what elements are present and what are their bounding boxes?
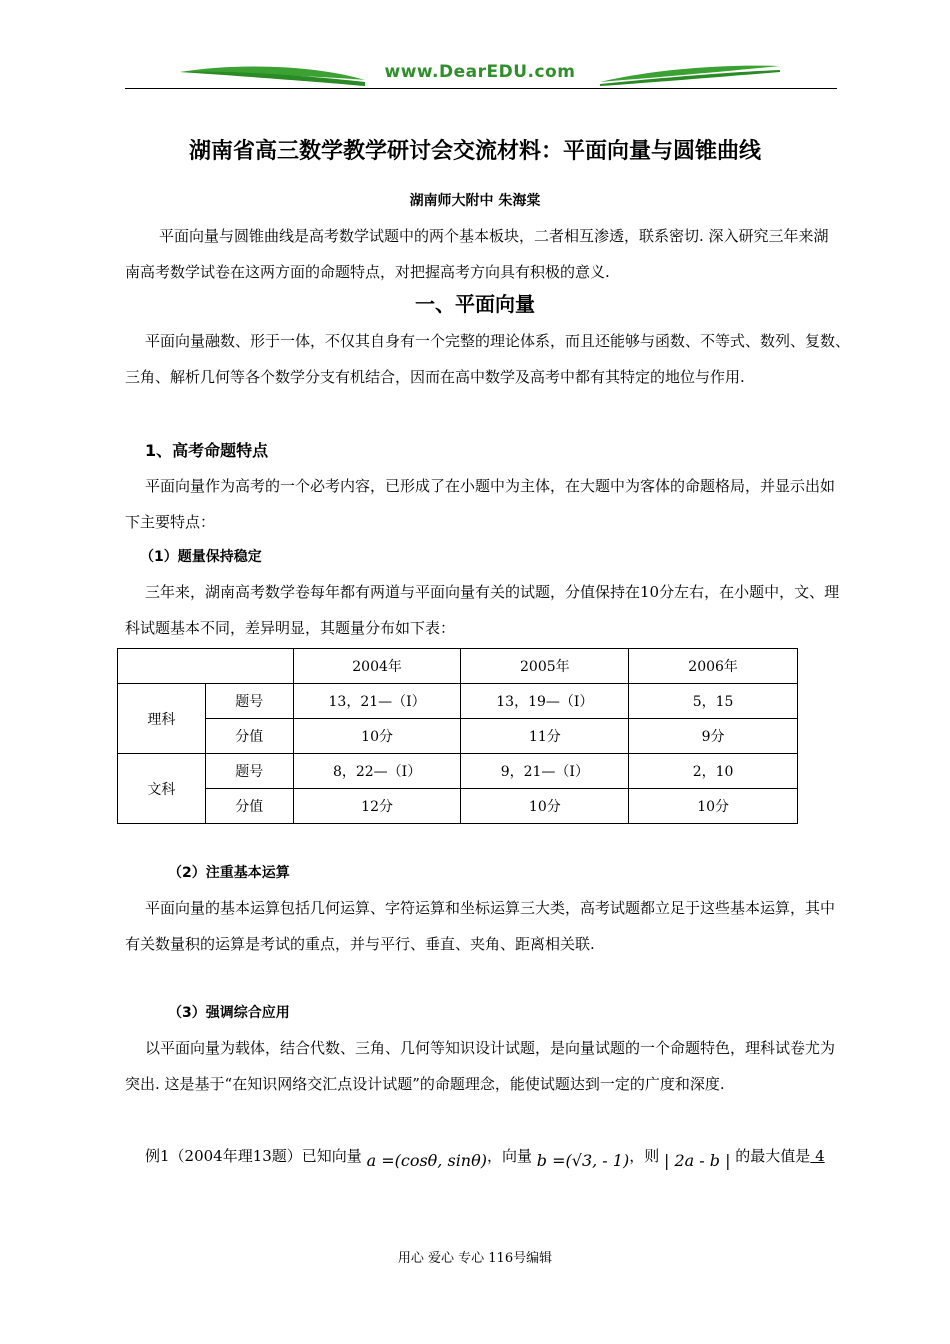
section-heading-vectors: 一、平面向量 xyxy=(415,292,535,316)
section-paragraph: 平面向量融数、形于一体，不仅其自身有一个完整的理论体系，而且还能够与函数、不等式、数列、复数、三角、解析几何等各个数学分支有机结合，因而在高中数学及高考中都有其特定的地位与作用. xyxy=(125,332,851,386)
vector-b-formula: b =(√3, - 1) xyxy=(536,1151,630,1170)
table-row-label: 题号 xyxy=(205,754,293,789)
table-cell: 9，21—（I） xyxy=(461,754,629,789)
subsection-heading: 1、高考命题特点 xyxy=(145,441,269,460)
logo-text: www.DearEDU.com xyxy=(384,62,576,82)
table-cell: 5，15 xyxy=(629,684,798,719)
example-answer: 4 xyxy=(810,1147,825,1165)
table-group-cell: 文科 xyxy=(118,754,206,824)
point-paragraph-2: 平面向量的基本运算包括几何运算、字符运算和坐标运算三大类，高考试题都立足于这些基本运算，其中有关数量积的运算是考试的重点，并与平行、垂直、夹角、距离相关联. xyxy=(125,899,836,953)
table-cell: 13，21—（I） xyxy=(293,684,461,719)
table-row xyxy=(118,789,798,824)
table-header-cell: 2005年 xyxy=(461,649,629,684)
point-heading-1: （1）题量保持稳定 xyxy=(140,549,262,565)
table-cell: 11分 xyxy=(461,719,629,754)
table-cell: 10分 xyxy=(629,789,798,824)
example-prefix: 例1（2004年理13题）已知向量 xyxy=(145,1147,362,1165)
example-suffix: 的最大值是 xyxy=(735,1147,811,1165)
header-logo xyxy=(180,60,780,90)
table-header-row xyxy=(118,649,798,684)
example-connector: ，向量 xyxy=(486,1147,532,1165)
example-1 xyxy=(145,1145,845,1170)
table-cell: 10分 xyxy=(461,789,629,824)
table-cell: 13，19—（I） xyxy=(461,684,629,719)
table-row-label: 题号 xyxy=(205,684,293,719)
table-corner-cell xyxy=(118,649,294,684)
point-paragraph-1: 三年来，湖南高考数学卷每年都有两道与平面向量有关的试题，分值保持在10分左右，在小题中，文、理科试题基本不同，差异明显，其题量分布如下表： xyxy=(125,583,840,637)
table-header-cell: 2006年 xyxy=(629,649,798,684)
intro-paragraph: 平面向量与圆锥曲线是高考数学试题中的两个基本板块，二者相互渗透，联系密切. 深入研究三年来湖南高考数学试卷在这两方面的命题特点，对把握高考方向具有积极的意义. xyxy=(125,227,829,281)
table-row xyxy=(118,754,798,789)
table-row-label: 分值 xyxy=(205,789,293,824)
table-row xyxy=(118,684,798,719)
author-line: 湖南师大附中 朱海棠 xyxy=(409,193,541,209)
table-cell: 2，10 xyxy=(629,754,798,789)
table-cell: 10分 xyxy=(293,719,461,754)
point-heading-3: （3）强调综合应用 xyxy=(168,1005,290,1021)
table-cell: 8，22—（I） xyxy=(293,754,461,789)
table-row-label: 分值 xyxy=(205,719,293,754)
question-distribution-table xyxy=(117,648,798,824)
table-group-cell: 理科 xyxy=(118,684,206,754)
table-row xyxy=(118,719,798,754)
page-title: 湖南省高三数学教学研讨会交流材料：平面向量与圆锥曲线 xyxy=(188,139,761,164)
norm-expression: | 2a - b | xyxy=(664,1151,731,1170)
point-paragraph-3: 以平面向量为载体，结合代数、三角、几何等知识设计试题，是向量试题的一个命题特色，理科试卷尤为突出. 这是基于“在知识网络交汇点设计试题”的命题理念，能使试题达到一定的广度和深度. xyxy=(125,1039,836,1093)
subsection-paragraph: 平面向量作为高考的一个必考内容，已形成了在小题中为主体，在大题中为客体的命题格局，并显示出如下主要特点： xyxy=(125,477,836,531)
table-header-cell: 2004年 xyxy=(293,649,461,684)
table-cell: 9分 xyxy=(629,719,798,754)
vector-a-formula: a =(cosθ, sinθ) xyxy=(366,1151,487,1170)
example-connector: ，则 xyxy=(629,1147,660,1165)
page-footer: 用心 爱心 专心 116号编辑 xyxy=(397,1251,553,1266)
point-heading-2: （2）注重基本运算 xyxy=(168,865,290,881)
header-rule xyxy=(125,88,837,89)
table-cell: 12分 xyxy=(293,789,461,824)
